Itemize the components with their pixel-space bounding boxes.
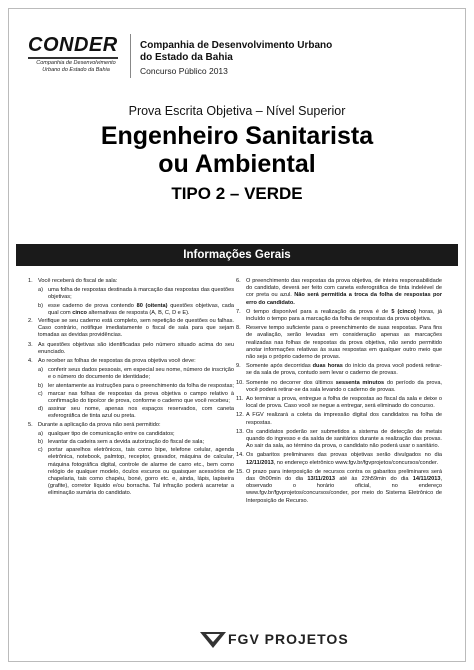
exam-title xyxy=(0,122,474,178)
org-line2: do Estado da Bahia xyxy=(140,52,233,63)
instruction-3: 3. As questões objetivas são identificadas pelo número situado acima do seu enunciado. xyxy=(28,341,234,355)
instruction-1: 1. Você receberá do fiscal de sala: xyxy=(28,278,118,284)
instruction-5a: a) qualquer tipo de comunicação entre os candidatos; xyxy=(38,430,175,437)
instruction-5c: c) portar aparelhos eletrônicos, tais como bipe, telefone celular, agenda eletrônica, notebook, palmtop, receptor, gravador, máquina de calcular, máquina fotográfica digital, controle de alarme de carro etc., bem como relógio de qualquer modelo, óculos escuros ou quaisquer acessórios de chapelaria, tais como chapéu, boné, gorro etc. e, ainda, lápis, lapiseira (grafite), corretor líquido e/ou borracha. Tal infração poderá acarretar a eliminação sumária do candidato. xyxy=(38,447,234,497)
instruction-7: 7. O tempo disponível para a realização da prova é de 5 (cinco) horas, já incluído o tempo para a marcação da folha de respostas da prova objetiva. xyxy=(236,308,442,323)
instruction-13: 13. Os candidatos poderão ser submetidos a sistema de detecção de metais quando do ingresso e da saída de sanitários durante a realização das provas. Ao sair da sala, ao término da prova, o candidato não poderá usar o sanitário. xyxy=(236,428,442,450)
instruction-1b: b) esse caderno de prova contendo 80 (oitenta) questões objetivas, cada qual com cinco alternativas de resposta (A, B, C, D e E). xyxy=(38,302,234,316)
instruction-4: 4. Ao receber as folhas de respostas da prova objetiva você deve: xyxy=(28,358,196,365)
conder-logo xyxy=(18,34,131,78)
title-line2: ou Ambiental xyxy=(158,150,316,178)
title-line1: Engenheiro Sanitarista xyxy=(100,122,374,150)
instruction-14: 14. Os gabaritos preliminares das provas objetivas serão divulgados no dia 12/11/2013, no endereço eletrônico www.fgv.br/fgvprojetos/concursos/conder. xyxy=(236,452,442,466)
instructions-left-column xyxy=(28,278,234,499)
info-header: Informações Gerais xyxy=(16,244,458,266)
instruction-10: 10. Somente no decorrer dos últimos sessenta minutos do período da prova, você poderá retirar-se da sala levando o caderno de provas. xyxy=(236,379,442,393)
exam-tipo: TIPO 2 – VERDE xyxy=(171,184,303,203)
organization-name xyxy=(140,40,332,64)
exam-type: Prova Escrita Objetiva – Nível Superior xyxy=(128,104,346,118)
instruction-8: 8. Reserve tempo suficiente para o preenchimento de suas respostas. Para fins de avaliação, serão levadas em consideração apenas as marcações realizadas nas folhas de respostas da prova objetiva, não sendo permitido anotar informações relativas às suas respostas em qualquer outro meio que não seja o próprio caderno de provas. xyxy=(236,325,442,361)
org-line1: Companhia de Desenvolvimento Urbano xyxy=(140,40,333,51)
logo-sub-line1: Companhia de Desenvolvimento xyxy=(36,60,116,66)
instruction-6: 6. O preenchimento das respostas da prova objetiva, de inteira responsabilidade do candidato, deverá ser feito com caneta esferográfica de tinta indelével de cor preta ou azul. Não será permitida a troca da folha de respostas por erro do candidato. xyxy=(236,278,442,306)
contest-label: Concurso Público 2013 xyxy=(140,66,228,76)
fgv-logo-icon xyxy=(200,630,226,650)
instruction-9: 9. Somente após decorridas duas horas do início da prova você poderá retirar-se da sala de prova, contudo sem levar o caderno de provas. xyxy=(236,363,443,377)
logo-subtitle xyxy=(36,60,116,73)
instruction-1a: a) uma folha de respostas destinada à marcação das respostas das questões objetivas; xyxy=(38,287,234,301)
instruction-15: 15. O prazo para interposição de recursos contra os gabaritos preliminares será das 0h00min do dia 13/11/2013 até às 23h59min do dia 14/11/2013, observado o horário oficial, no endereço www.fgv.br/fgvprojetos/concursos/conder, por meio do Sistema Eletrônico de Interposição de Recurso. xyxy=(236,468,442,504)
footer-brand xyxy=(200,630,380,654)
instruction-4c: c) marcar nas folhas de respostas da prova objetiva o campo relativo à confirmação do tipo/cor de prova, conforme o caderno que você recebeu; xyxy=(38,390,234,405)
title-block xyxy=(0,104,474,204)
instruction-4d: d) assinar seu nome, apenas nos espaços reservados, com caneta esferográfica de tinta azul ou preta. xyxy=(38,406,234,420)
instruction-5: 5. Durante a aplicação da prova não será permitido: xyxy=(28,421,161,428)
logo-sub-line2: Urbano do Estado da Bahia xyxy=(42,66,110,73)
instruction-4b: b) ler atentamente as instruções para o preenchimento da folha de respostas; xyxy=(38,382,234,389)
instructions-right-column xyxy=(236,278,442,507)
logo-swoosh xyxy=(28,57,118,59)
logo-text: CONDER xyxy=(28,34,118,56)
instruction-5b: b) levantar da cadeira sem a devida autorização do fiscal de sala; xyxy=(38,439,205,446)
instruction-2: 2. Verifique se seu caderno está completo, sem repetição de questões ou falhas. Caso contrário, notifique imediatamente o fiscal de sala para que sejam tomadas as devidas providências. xyxy=(28,318,234,339)
instruction-11: 11. Ao terminar a prova, entregue a folha de respostas ao fiscal da sala e deixe o local de prova. Caso você se negue a entregar, será eliminado do concurso. xyxy=(236,396,442,410)
instruction-12: 12. A FGV realizará a coleta da impressão digital dos candidatos na folha de respostas. xyxy=(236,412,442,426)
instruction-4a: a) conferir seus dados pessoais, em especial seu nome, número de inscrição e o número do documento de identidade; xyxy=(38,367,234,381)
fgv-brand-text: FGV PROJETOS xyxy=(228,631,349,647)
header xyxy=(18,16,458,86)
